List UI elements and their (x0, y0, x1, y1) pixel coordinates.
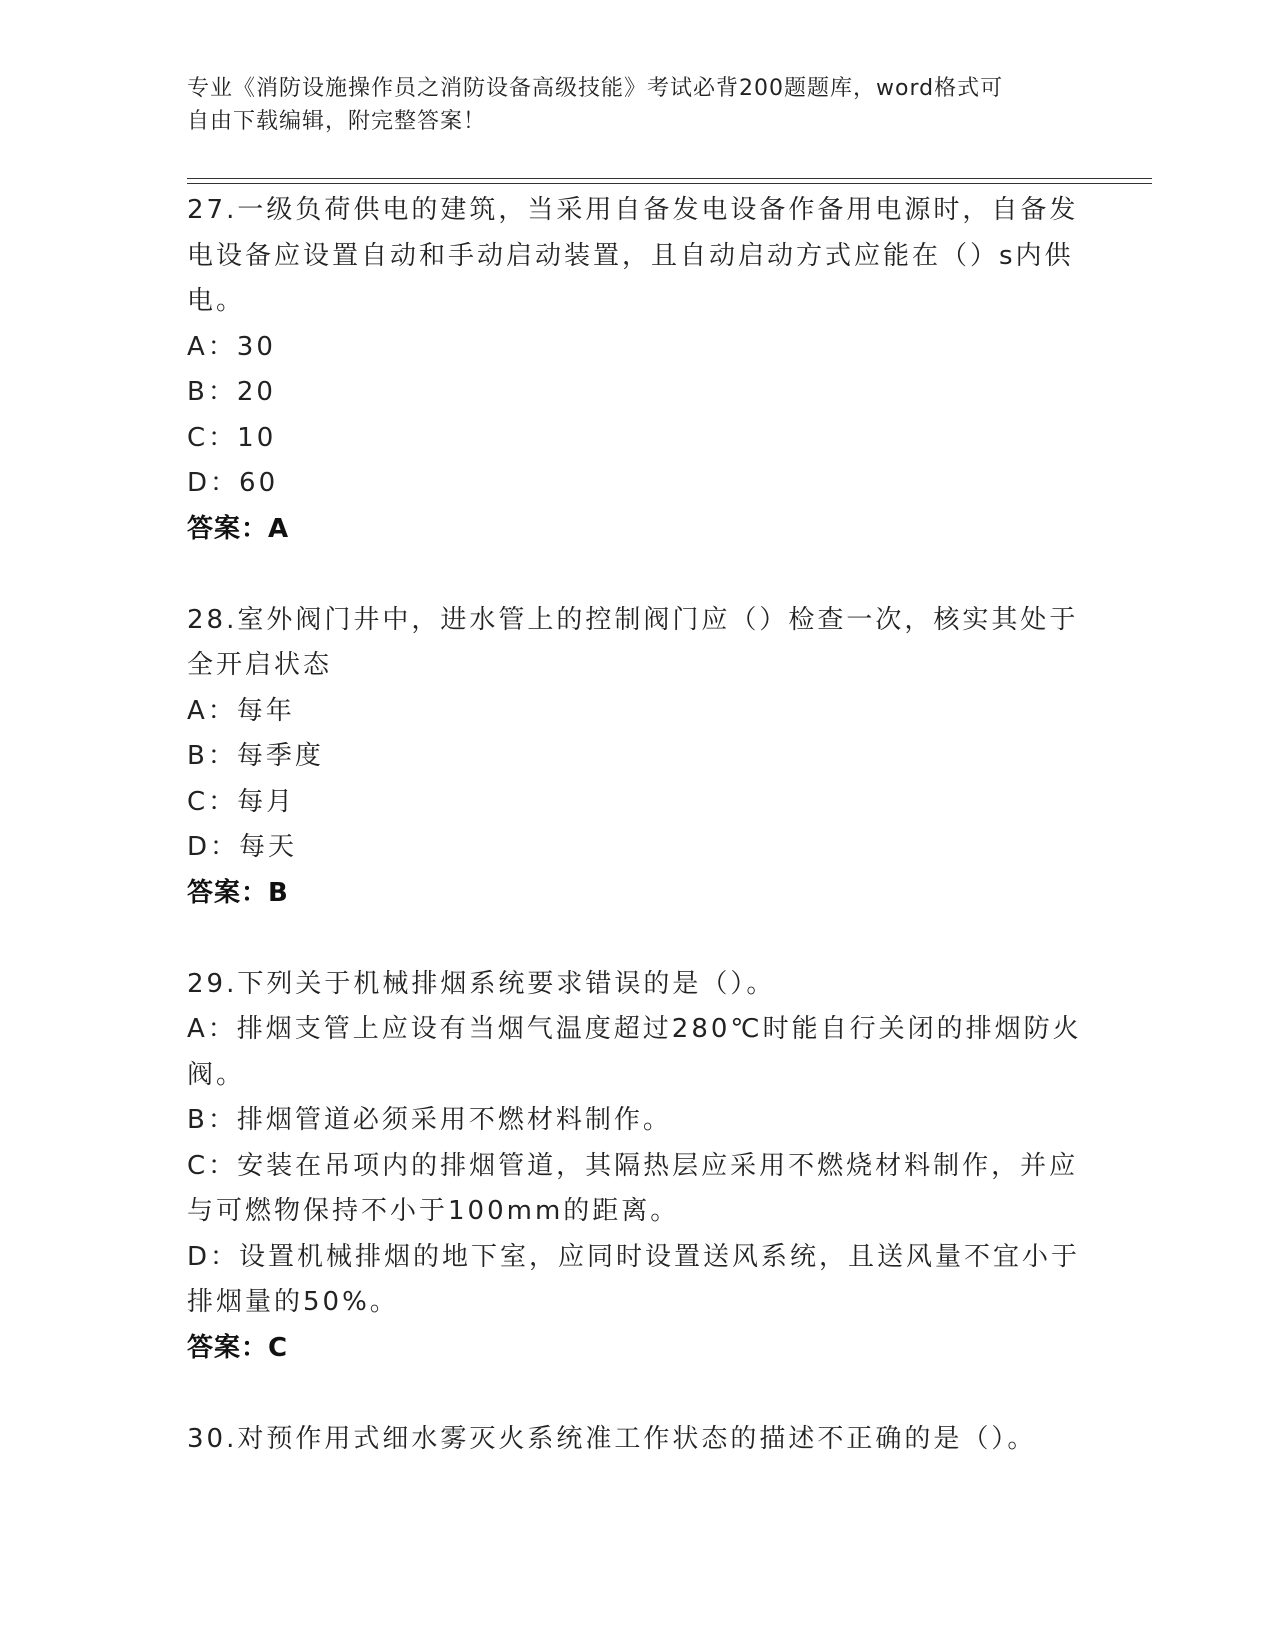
option-d: D：设置机械排烟的地下室，应同时设置送风系统，且送风量不宜小于 (187, 1241, 1081, 1272)
header-divider-top (187, 178, 1152, 179)
document-header (187, 72, 1087, 138)
option-a-continued: 阀。 (187, 1059, 246, 1090)
question-27 (187, 188, 1087, 552)
spacer (187, 552, 1087, 598)
question-text-line: 27.一级负荷供电的建筑，当采用自备发电设备作备用电源时，自备发 (187, 195, 1079, 225)
option-c: C：每月 (187, 786, 296, 817)
answer: 答案：A (187, 513, 290, 544)
question-text-line: 电设备应设置自动和手动启动装置，且自动启动方式应能在（）s内供 (187, 240, 1074, 271)
question-text-line: 电。 (187, 286, 246, 316)
question-text-line: 全开启状态 (187, 650, 333, 680)
option-c: C：安装在吊项内的排烟管道，其隔热层应采用不燃烧材料制作，并应 (187, 1150, 1079, 1181)
header-line-1: 专业《消防设施操作员之消防设备高级技能》考试必背200题题库，word格式可 (187, 76, 1004, 101)
option-a: A：30 (187, 331, 276, 362)
spacer (187, 916, 1087, 962)
question-30 (187, 1417, 1087, 1463)
question-text-line: 28.室外阀门井中，进水管上的控制阀门应（）检查一次，核实其处于 (187, 604, 1079, 635)
option-c: C：10 (187, 422, 277, 453)
header-divider-bottom (187, 183, 1152, 184)
option-a: A：排烟支管上应设有当烟气温度超过280℃时能自行关闭的排烟防火 (187, 1014, 1082, 1044)
question-28 (187, 598, 1087, 917)
answer: 答案：C (187, 1332, 289, 1363)
question-text-line: 29.下列关于机械排烟系统要求错误的是（）。 (187, 968, 776, 999)
option-c-continued: 与可燃物保持不小于100mm的距离。 (187, 1196, 680, 1226)
option-d-continued: 排烟量的50%。 (187, 1287, 399, 1317)
option-d: D：每天 (187, 832, 298, 862)
option-b: B：20 (187, 377, 276, 407)
option-b: B：每季度 (187, 741, 324, 771)
option-d: D：60 (187, 468, 279, 498)
question-list (187, 188, 1087, 1462)
answer: 答案：B (187, 877, 289, 908)
question-text-line: 30.对预作用式细水雾灭火系统准工作状态的描述不正确的是（）。 (187, 1423, 1037, 1454)
header-line-2: 自由下载编辑，附完整答案！ (187, 109, 487, 134)
option-b: B：排烟管道必须采用不燃材料制作。 (187, 1105, 672, 1135)
option-a: A：每年 (187, 695, 295, 726)
question-29 (187, 962, 1087, 1372)
spacer (187, 1371, 1087, 1417)
